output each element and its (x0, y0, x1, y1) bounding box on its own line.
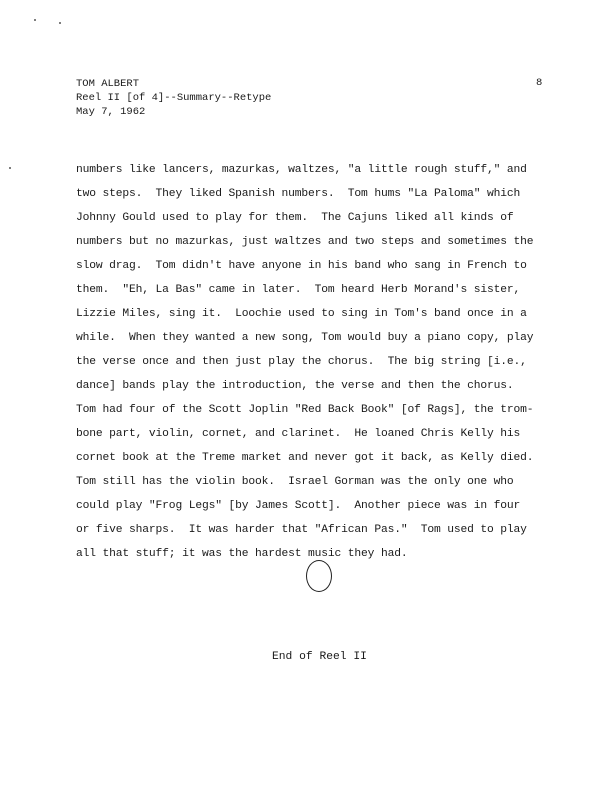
end-of-reel-label: End of Reel II (272, 651, 367, 663)
text-line: Johnny Gould used to play for them. The Cajuns liked all kinds of (76, 212, 514, 224)
text-line: numbers but no mazurkas, just waltzes and two steps and sometimes the (76, 236, 534, 248)
interview-date: May 7, 1962 (76, 106, 146, 118)
text-line: bone part, violin, cornet, and clarinet. He loaned Chris Kelly his (76, 428, 521, 440)
document-header (76, 77, 271, 119)
transcript-body (76, 158, 586, 566)
scan-speck (9, 167, 11, 169)
text-line: could play "Frog Legs" [by James Scott]. Another piece was in four (76, 500, 521, 512)
text-line: slow drag. Tom didn't have anyone in his band who sang in French to (76, 260, 527, 272)
scan-speck (34, 19, 36, 21)
text-line: Lizzie Miles, sing it. Loochie used to sing in Tom's band once in a (76, 308, 527, 320)
text-line: while. When they wanted a new song, Tom would buy a piano copy, play (76, 332, 534, 344)
text-line: all that stuff; it was the hardest music they had. (76, 548, 408, 560)
text-line: cornet book at the Treme market and never got it back, as Kelly died. (76, 452, 534, 464)
text-line: numbers like lancers, mazurkas, waltzes, "a little rough stuff," and (76, 164, 527, 176)
page-number: 8 (536, 77, 543, 89)
scan-speck (59, 22, 61, 24)
text-line: them. "Eh, La Bas" came in later. Tom heard Herb Morand's sister, (76, 284, 521, 296)
interviewee-name: TOM ALBERT (76, 78, 140, 90)
handwritten-circle-mark (306, 560, 332, 592)
text-line: or five sharps. It was harder that "African Pas." Tom used to play (76, 524, 527, 536)
text-line: Tom still has the violin book. Israel Gorman was the only one who (76, 476, 514, 488)
text-line: Tom had four of the Scott Joplin "Red Back Book" [of Rags], the trom- (76, 404, 534, 416)
text-line: two steps. They liked Spanish numbers. Tom hums "La Paloma" which (76, 188, 521, 200)
text-line: dance] bands play the introduction, the verse and then the chorus. (76, 380, 514, 392)
text-line: the verse once and then just play the chorus. The big string [i.e., (76, 356, 527, 368)
reel-info: Reel II [of 4]--Summary--Retype (76, 92, 272, 104)
